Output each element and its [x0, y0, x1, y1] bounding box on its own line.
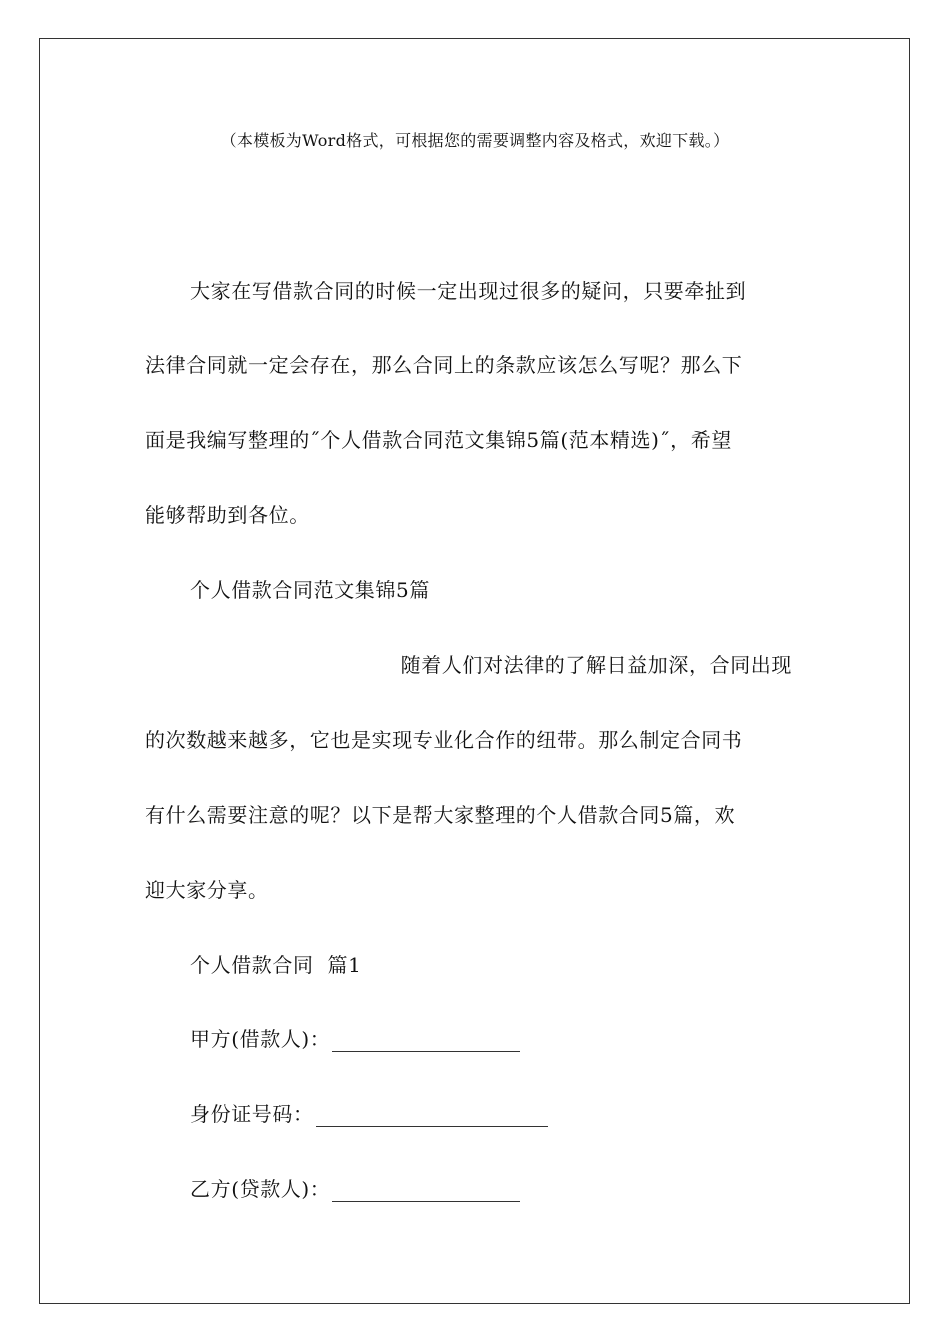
- section-title: 个人借款合同范文集锦5篇: [190, 578, 430, 602]
- party-a-field: [190, 1023, 840, 1052]
- para2-line-1: 随着人们对法律的了解日益加深，合同出现: [400, 653, 792, 677]
- para2-line-4: 迎大家分享。: [145, 878, 269, 902]
- id-number-label: 身份证号码：: [190, 1102, 314, 1126]
- id-number-blank[interactable]: [316, 1106, 548, 1127]
- party-b-label: 乙方(贷款人)：: [190, 1177, 331, 1201]
- para2-line-3: 有什么需要注意的呢？以下是帮大家整理的个人借款合同5篇，欢: [145, 803, 736, 827]
- intro-line-4: 能够帮助到各位。: [145, 503, 310, 527]
- para2-line-2: 的次数越来越多，它也是实现专业化合作的纽带。那么制定合同书: [145, 728, 743, 752]
- template-note: （本模板为Word格式，可根据您的需要调整内容及格式，欢迎下载。）: [220, 131, 730, 150]
- party-b-blank[interactable]: [332, 1181, 520, 1202]
- contract-title: 个人借款合同 篇1: [190, 953, 362, 977]
- party-b-field: [190, 1173, 840, 1202]
- party-a-blank[interactable]: [332, 1031, 520, 1052]
- id-number-field: [190, 1098, 840, 1127]
- intro-line-2: 法律合同就一定会存在，那么合同上的条款应该怎么写呢？那么下: [145, 353, 743, 377]
- party-a-label: 甲方(借款人)：: [190, 1027, 331, 1051]
- intro-line-3: 面是我编写整理的˝个人借款合同范文集锦5篇(范本精选)˝，希望: [145, 428, 732, 452]
- intro-line-1: 大家在写借款合同的时候一定出现过很多的疑问，只要牵扯到: [190, 279, 747, 303]
